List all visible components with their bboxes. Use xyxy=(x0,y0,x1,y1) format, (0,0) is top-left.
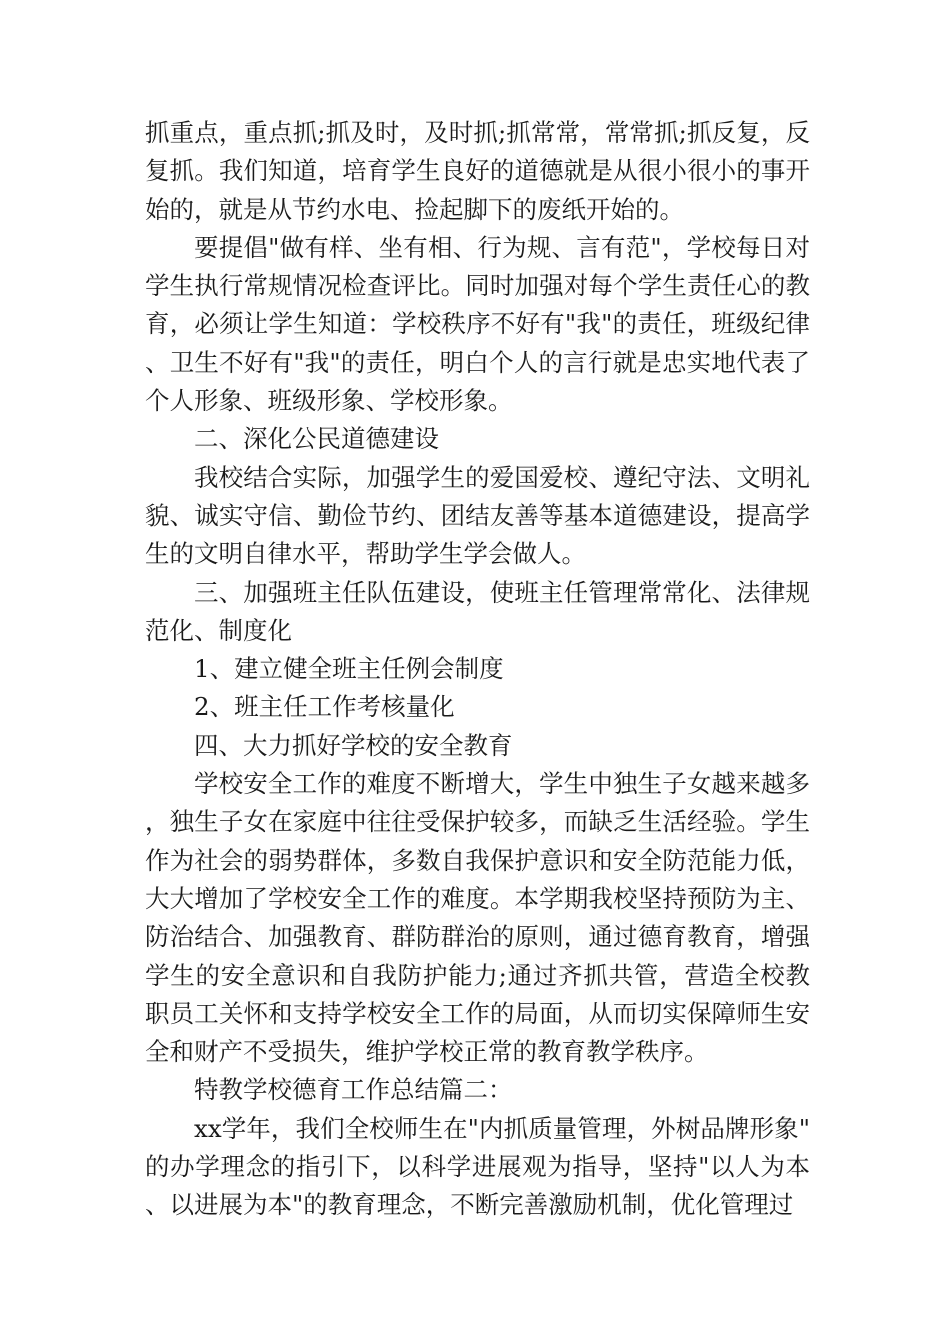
paragraph-3: 我校结合实际，加强学生的爱国爱校、遵纪守法、文明礼貌、诚实守信、勤俭节约、团结友善等基本道德建设，提高学生的文明自律水平，帮助学生学会做人。 xyxy=(145,462,810,569)
article-heading-2: 特教学校德育工作总结篇二： xyxy=(194,1075,513,1105)
paragraph-2: 要提倡"做有样、坐有相、行为规、言有范"，学校每日对学生执行常规情况检查评比。同时加强对每个学生责任心的教育，必须让学生知道：学校秩序不好有"我"的责任，班级纪律、卫生不好有"我"的责任，明白个人的言行就是忠实地代表了个人形象、班级形象、学校形象。 xyxy=(145,232,810,416)
paragraph-5: xx学年，我们全校师生在"内抓质量管理，外树品牌形象"的办学理念的指引下，以科学进展观为指导，坚持"以人为本、以进展为本"的教育理念，不断完善激励机制，优化管理过 xyxy=(145,1113,810,1220)
paragraph-4: 学校安全工作的难度不断增大，学生中独生子女越来越多，独生子女在家庭中往往受保护较多，而缺乏生活经验。学生作为社会的弱势群体，多数自我保护意识和安全防范能力低，大大增加了学校安全工作的难度。本学期我校坚持预防为主、防治结合、加强教育、群防群治的原则，通过德育教育，增强学生的安全意识和自我防护能力;通过齐抓共管，营造全校教职员工关怀和支持学校安全工作的局面，从而切实保障师生安全和财产不受损失，维护学校正常的教育教学秩序。 xyxy=(145,769,810,1067)
section-heading-2: 二、深化公民道德建设 xyxy=(194,424,439,454)
list-item-2: 2、班主任工作考核量化 xyxy=(194,692,455,722)
paragraph-1: 抓重点，重点抓;抓及时，及时抓;抓常常，常常抓;抓反复，反复抓。我们知道，培育学生良好的道德就是从很小很小的事开始的，就是从节约水电、捡起脚下的废纸开始的。 xyxy=(145,118,810,224)
section-heading-4: 四、大力抓好学校的安全教育 xyxy=(194,730,513,760)
section-heading-3: 三、加强班主任队伍建设，使班主任管理常常化、法律规范化、制度化 xyxy=(145,577,810,645)
document-body xyxy=(145,114,810,1225)
list-item-1: 1、建立健全班主任例会制度 xyxy=(194,654,504,684)
